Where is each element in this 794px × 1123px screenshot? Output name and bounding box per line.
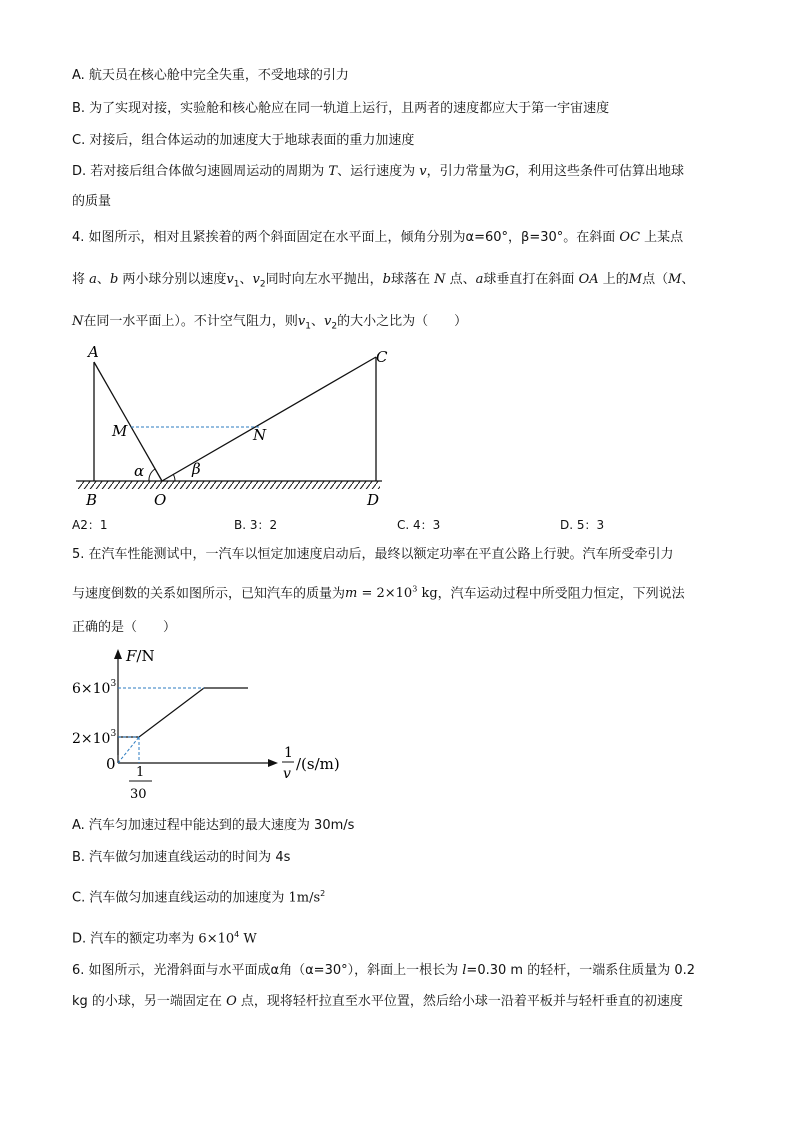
q4-stem-line3: N在同一水平面上）。不计空气阻力，则$v_1$、$v_2$的大小之比为（ ） [72,314,468,332]
alpha-arc [149,469,155,481]
y-tick-high: $6\times 10^3$ [72,679,117,697]
label-d: D [367,491,380,509]
q4-option-b: B. 3：2 [234,518,278,532]
x-axis-denominator: v [283,766,291,782]
q6-stem-line1: 6. 如图所示，光滑斜面与水平面成α角（α=30°），斜面上一根长为 l=0.30 m 的轻杆，一端系住质量为 0.2 [72,963,695,978]
x-axis-unit: /(s/m) [296,755,340,773]
q5-option-a: A. 汽车匀加速过程中能达到的最大速度为 30m/s [72,818,355,833]
label-n: N [253,426,267,444]
q4-stem-line2: 将 a、b 两小球分别以速度$v_1$、$v_2$同时向左水平抛出，b球落在 N 点、a球垂直打在斜面 OA 上的M点（M、 [72,272,695,290]
dash-diag [118,737,139,763]
ground-hatch [78,481,380,489]
q5-option-b: B. 汽车做匀加速直线运动的时间为 4s [72,850,291,865]
q4-option-c: C. 4：3 [397,518,441,532]
q5-option-d: D. 汽车的额定功率为 $6\times 10^4$ W [72,930,257,947]
label-a: A [88,343,99,361]
y-axis-label: F/N [126,647,155,665]
incline-oa [94,362,162,481]
q4-inclines-figure [70,340,400,515]
q3-option-a: A. 航天员在核心舱中完全失重，不受地球的引力 [72,68,349,83]
y-axis-arrow [114,649,122,659]
q3-option-d: D. 若对接后组合体做匀速圆周运动的周期为 T、运行速度为 v，引力常量为G，利用这些条件可估算出地球 [72,164,685,179]
q5-stem-line2: 与速度倒数的关系如图所示，已知汽车的质量为$m = 2\times 10^3$ kg，汽车运动过程中所受阻力恒定，下列说法 [72,585,685,602]
q4-option-a: A2：1 [72,518,108,532]
label-m: M [112,422,128,440]
q3-option-c: C. 对接后，组合体运动的加速度大于地球表面的重力加速度 [72,133,415,148]
q5-stem-line3: 正确的是（ ） [72,620,177,635]
label-o: O [154,491,167,509]
q5-option-c: C. 汽车做匀加速直线运动的加速度为 $1m/s^2$ [72,889,326,906]
q5-force-graph [66,645,356,810]
label-alpha: α [134,462,145,480]
q3-option-b: B. 为了实现对接，实验舱和核心舱应在同一轨道上运行，且两者的速度都应大于第一宇宙速度 [72,101,610,116]
force-curve [118,688,248,755]
y-tick-low: $2\times 10^3$ [72,729,117,747]
label-beta: β [192,460,201,478]
q4-option-d: D. 5：3 [560,518,605,532]
q4-stem-line1: 4. 如图所示，相对且紧挨着的两个斜面固定在水平面上，倾角分别为α=60°，β=30°。在斜面 OC 上某点 [72,230,684,245]
x-axis-numerator: 1 [284,745,293,761]
q3-option-d-cont: 的质量 [72,194,112,209]
x-tick-denominator: 30 [130,787,147,802]
x-tick-numerator: 1 [136,765,145,780]
x-axis-arrow [268,759,278,767]
q6-stem-line2: kg 的小球，另一端固定在 O 点，现将轻杆拉直至水平位置，然后给小球一沿着平板并与轻杆垂直的初速度 [72,994,683,1009]
q5-stem-line1: 5. 在汽车性能测试中，一汽车以恒定加速度启动后，最终以额定功率在平直公路上行驶。汽车所受牵引力 [72,547,674,562]
origin-label: 0 [106,755,116,773]
beta-arc [173,474,175,481]
label-c: C [376,348,388,366]
label-b: B [86,491,98,509]
